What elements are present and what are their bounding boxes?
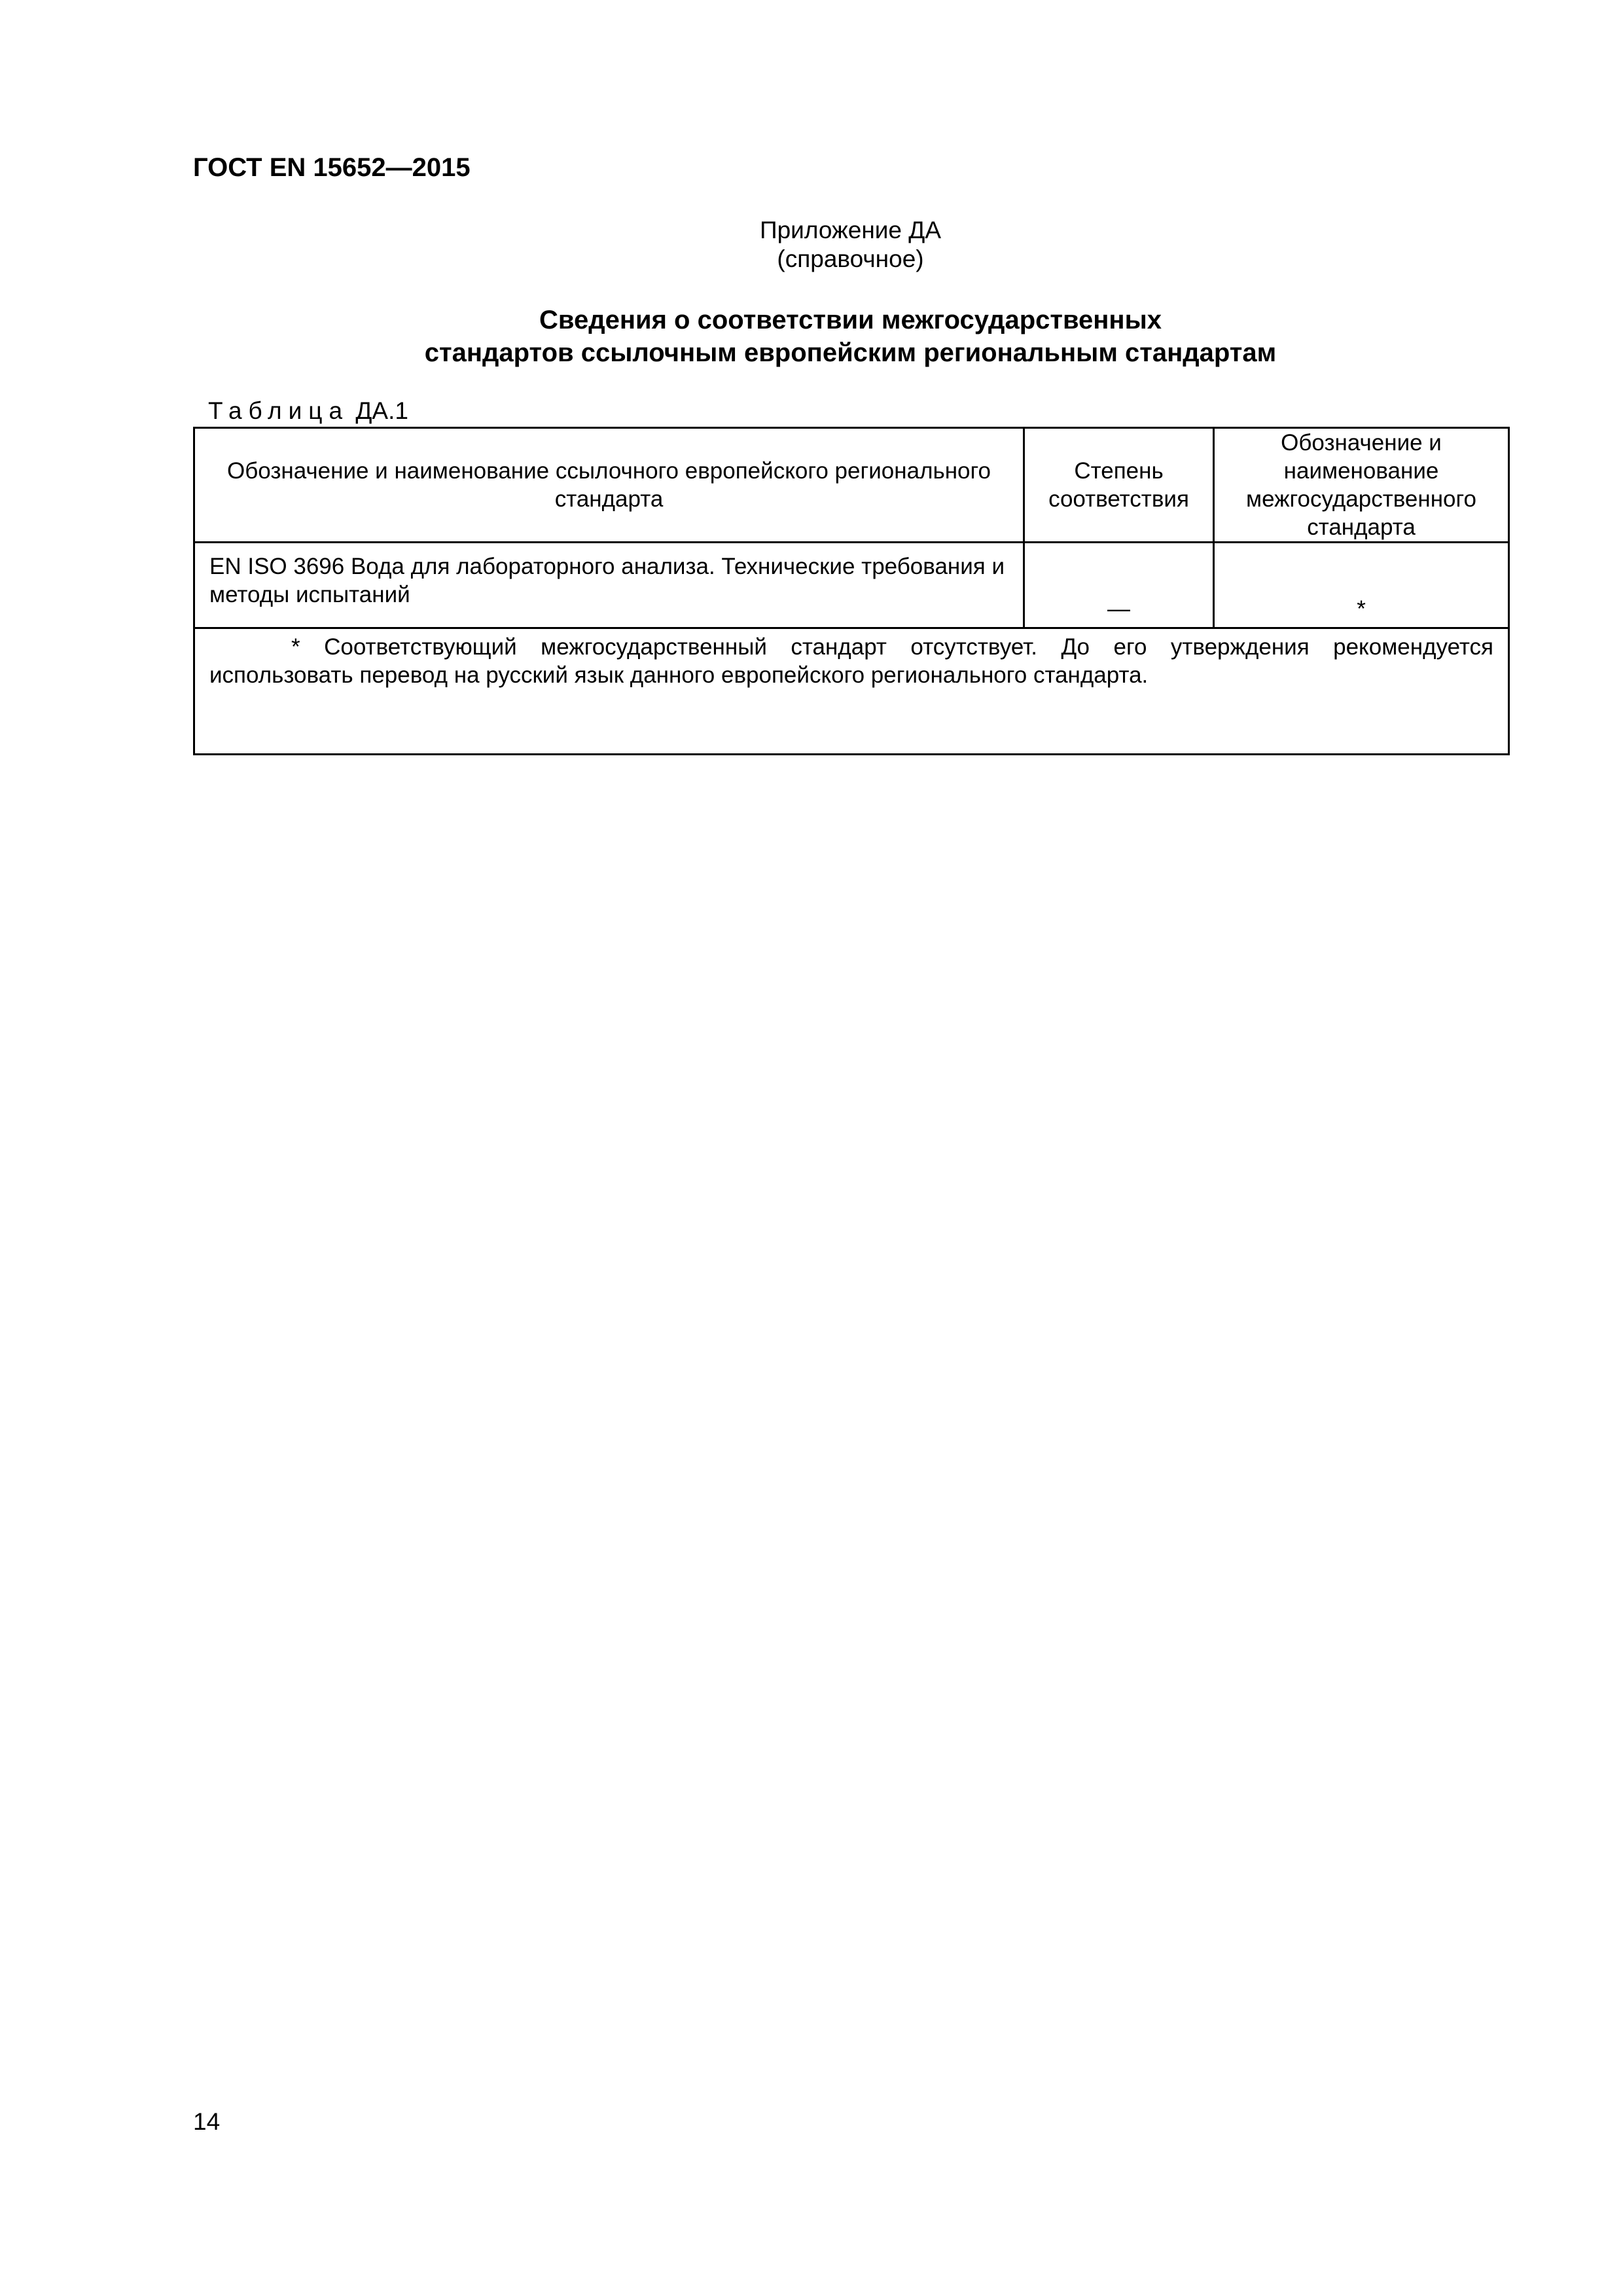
- annex-title-line-2: стандартов ссылочным европейским региональным стандартам: [424, 338, 1277, 367]
- cell-interstate-standard: *: [1214, 543, 1509, 628]
- table-row: [194, 543, 1509, 628]
- table-header-row: [194, 428, 1509, 543]
- cell-reference-standard: EN ISO 3696 Вода для лабораторного анализа. Технические требования и методы испытаний: [194, 543, 1024, 628]
- document-code: ГОСТ EN 15652—2015: [193, 153, 471, 182]
- table-footnote-cell: [194, 628, 1509, 755]
- correspondence-table: [193, 427, 1510, 755]
- column-header-interstate-standard: Обозначение и наименование межгосударственного стандарта: [1214, 428, 1509, 543]
- table-footnote: * Соответствующий межгосударственный стандарт отсутствует. До его утверждения рекомендуется использовать перевод на русский язык данного европейского регионального стандарта.: [209, 634, 1493, 688]
- annex-status: (справочное): [777, 245, 924, 272]
- cell-degree: —: [1024, 543, 1214, 628]
- page-number: 14: [193, 2108, 221, 2135]
- table-caption: [208, 397, 408, 425]
- table-caption-word: Таблица: [208, 397, 349, 424]
- table-caption-number: ДА.1: [355, 397, 408, 424]
- column-header-reference-standard: Обозначение и наименование ссылочного европейского регионального стандарта: [194, 428, 1024, 543]
- annex-label: Приложение ДА: [759, 217, 942, 243]
- column-header-degree: Степень соответствия: [1024, 428, 1214, 543]
- table-footnote-row: [194, 628, 1509, 755]
- annex-title-line-1: Сведения о соответствии межгосударственных: [539, 306, 1162, 334]
